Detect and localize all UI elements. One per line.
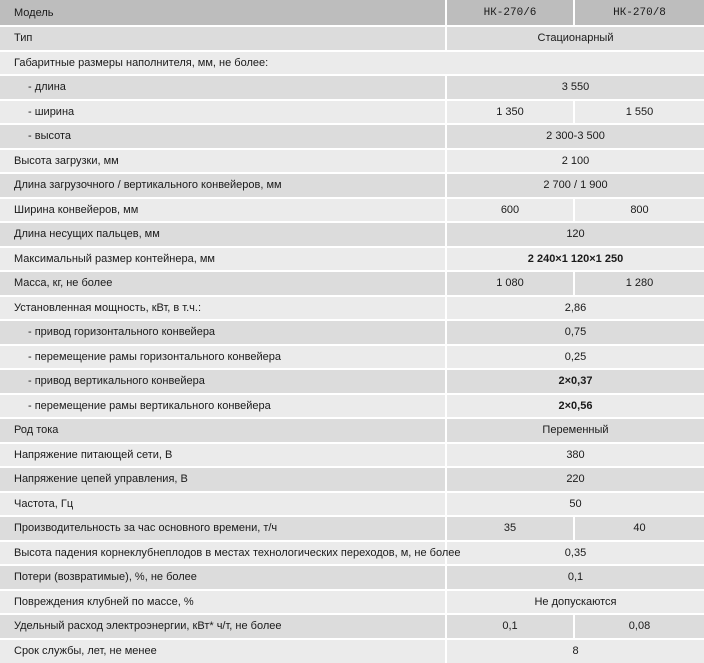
row-srok-label: Срок службы, лет, не менее xyxy=(0,639,446,663)
row-poteri-label: Потери (возвратимые), %, не более xyxy=(0,565,446,590)
row-perem-gor xyxy=(0,345,704,370)
row-shirina-konv xyxy=(0,198,704,223)
row-proizv-value-1: 35 xyxy=(446,516,574,541)
row-konteiner-value: 2 240×1 120×1 250 xyxy=(446,247,704,272)
header-param-label: Модель xyxy=(0,0,446,26)
row-massa-label: Масса, кг, не более xyxy=(0,271,446,296)
row-vysota-pad-value: 0,35 xyxy=(446,541,704,566)
row-konteiner-label: Максимальный размер контейнера, мм xyxy=(0,247,446,272)
row-srok-value: 8 xyxy=(446,639,704,663)
row-shirina-label: - ширина xyxy=(0,100,446,125)
row-napr-upr-label: Напряжение цепей управления, В xyxy=(0,467,446,492)
row-proizv-value-2: 40 xyxy=(574,516,704,541)
row-privod-vert-value: 2×0,37 xyxy=(446,369,704,394)
row-massa-value-1: 1 080 xyxy=(446,271,574,296)
row-napr-seti xyxy=(0,443,704,468)
row-perem-vert-value: 2×0,56 xyxy=(446,394,704,419)
row-privod-vert-label: - привод вертикального конвейера xyxy=(0,369,446,394)
header-model-2: НК-270/8 xyxy=(574,0,704,26)
row-povrezhd xyxy=(0,590,704,615)
row-perem-gor-label: - перемещение рамы горизонтального конвейера xyxy=(0,345,446,370)
row-rashod xyxy=(0,614,704,639)
row-tip-value: Стационарный xyxy=(446,26,704,51)
row-moshnost xyxy=(0,296,704,321)
row-moshnost-label: Установленная мощность, кВт, в т.ч.: xyxy=(0,296,446,321)
row-massa-value-2: 1 280 xyxy=(574,271,704,296)
row-perem-gor-value: 0,25 xyxy=(446,345,704,370)
row-rod-toka-value: Переменный xyxy=(446,418,704,443)
row-poteri xyxy=(0,565,704,590)
row-napr-seti-value: 380 xyxy=(446,443,704,468)
row-srok xyxy=(0,639,704,663)
row-poteri-value: 0,1 xyxy=(446,565,704,590)
row-vysota-value: 2 300-3 500 xyxy=(446,124,704,149)
row-privod-gor-label: - привод горизонтального конвейера xyxy=(0,320,446,345)
row-gabarit xyxy=(0,51,704,76)
row-vysota-label: - высота xyxy=(0,124,446,149)
row-povrezhd-value: Не допускаются xyxy=(446,590,704,615)
row-shirina-konv-label: Ширина конвейеров, мм xyxy=(0,198,446,223)
row-chastota-value: 50 xyxy=(446,492,704,517)
row-vysota-pad-label: Высота падения корнеклубнеплодов в местах технологических переходов, м, не более xyxy=(0,541,446,566)
row-privod-vert xyxy=(0,369,704,394)
row-dlina-label: - длина xyxy=(0,75,446,100)
row-palcy-value: 120 xyxy=(446,222,704,247)
row-rashod-label: Удельный расход электроэнергии, кВт* ч/т, не более xyxy=(0,614,446,639)
row-tip-label: Тип xyxy=(0,26,446,51)
row-chastota-label: Частота, Гц xyxy=(0,492,446,517)
row-proizv-label: Производительность за час основного времени, т/ч xyxy=(0,516,446,541)
row-shirina-konv-value-1: 600 xyxy=(446,198,574,223)
row-dlina-value: 3 550 xyxy=(446,75,704,100)
row-palcy xyxy=(0,222,704,247)
row-chastota xyxy=(0,492,704,517)
row-rod-toka xyxy=(0,418,704,443)
row-napr-upr-value: 220 xyxy=(446,467,704,492)
row-konteiner xyxy=(0,247,704,272)
row-vysota-pad xyxy=(0,541,704,566)
header-model-1: НК-270/6 xyxy=(446,0,574,26)
row-perem-vert-label: - перемещение рамы вертикального конвейера xyxy=(0,394,446,419)
row-shirina-value-1: 1 350 xyxy=(446,100,574,125)
row-napr-seti-label: Напряжение питающей сети, В xyxy=(0,443,446,468)
row-vysota-zagruzki xyxy=(0,149,704,174)
row-massa xyxy=(0,271,704,296)
row-rashod-value-1: 0,1 xyxy=(446,614,574,639)
table-header-row xyxy=(0,0,704,26)
row-shirina-konv-value-2: 800 xyxy=(574,198,704,223)
row-dlina-konv-label: Длина загрузочного / вертикального конвейеров, мм xyxy=(0,173,446,198)
row-privod-gor-value: 0,75 xyxy=(446,320,704,345)
row-vysota-zagruzki-label: Высота загрузки, мм xyxy=(0,149,446,174)
row-napr-upr xyxy=(0,467,704,492)
row-vysota xyxy=(0,124,704,149)
row-perem-vert xyxy=(0,394,704,419)
row-proizv xyxy=(0,516,704,541)
row-dlina xyxy=(0,75,704,100)
row-povrezhd-label: Повреждения клубней по массе, % xyxy=(0,590,446,615)
row-rod-toka-label: Род тока xyxy=(0,418,446,443)
row-palcy-label: Длина несущих пальцев, мм xyxy=(0,222,446,247)
row-rashod-value-2: 0,08 xyxy=(574,614,704,639)
row-vysota-zagruzki-value: 2 100 xyxy=(446,149,704,174)
row-privod-gor xyxy=(0,320,704,345)
row-shirina xyxy=(0,100,704,125)
row-moshnost-value: 2,86 xyxy=(446,296,704,321)
row-shirina-value-2: 1 550 xyxy=(574,100,704,125)
row-gabarit-label: Габаритные размеры наполнителя, мм, не более: xyxy=(0,51,704,76)
row-dlina-konv xyxy=(0,173,704,198)
row-tip xyxy=(0,26,704,51)
row-dlina-konv-value: 2 700 / 1 900 xyxy=(446,173,704,198)
